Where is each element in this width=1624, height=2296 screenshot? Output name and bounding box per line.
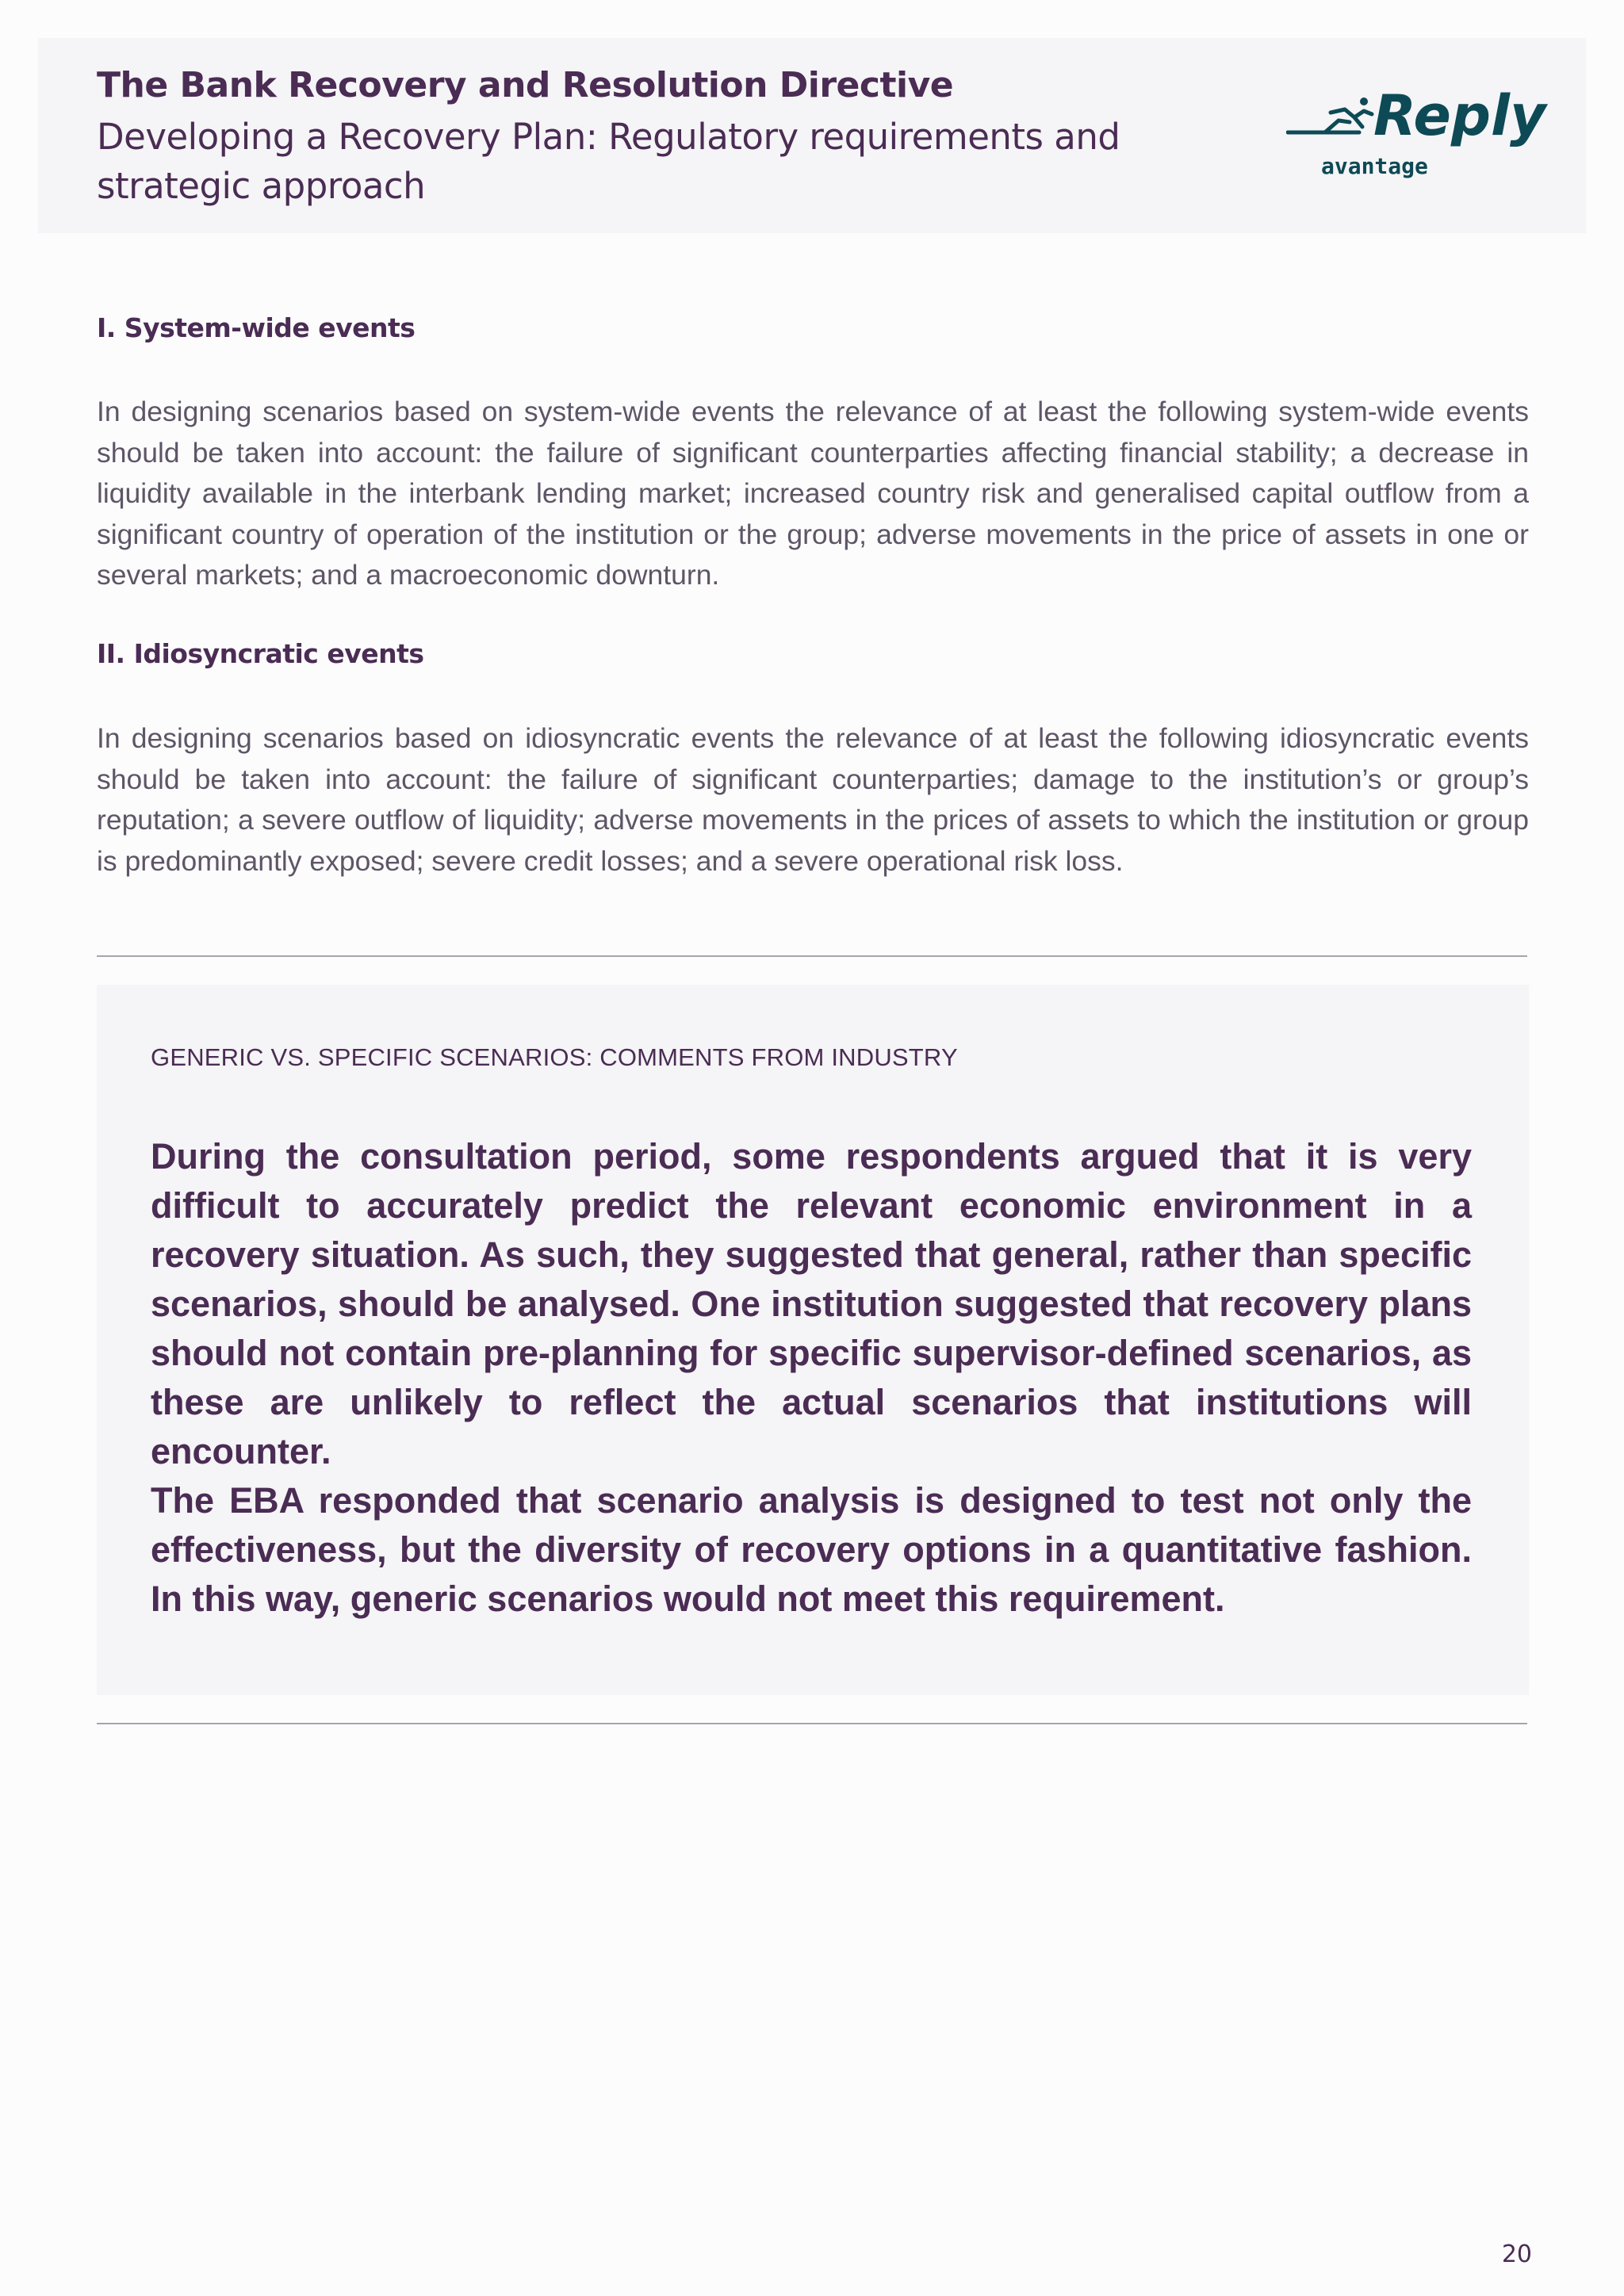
logo-graphic <box>1286 86 1572 189</box>
callout-paragraph: During the consultation period, some respondents argued that it is very difficult to accurately predict the relevant economic environment in a recovery situation. As such, they suggested that general, rather than specific scenarios, should be analysed. One institution suggested that recovery plans should not contain pre-planning for specific supervisor-defined scenarios, as these are unlikely to reflect the actual scenarios that institutions will encounter. <box>151 1136 1472 1471</box>
section-heading-system-wide: I. System-wide events <box>97 312 416 343</box>
reply-avantage-logo <box>1286 86 1572 189</box>
divider-bottom <box>97 1723 1527 1724</box>
section-body-system-wide: In designing scenarios based on system-wide events the relevance of at least the following system-wide events should be taken into account: the failure of significant counterparties affecting financial stability; a decrease in liquidity available in the interbank lending market; increased country risk and generalised capital outflow from a significant country of operation of the institution or the group; adverse movements in the price of assets in one or several markets; and a macroeconomic downturn. <box>97 396 1529 591</box>
section-body-idiosyncratic: In designing scenarios based on idiosyncratic events the relevance of at least the following idiosyncratic events should be taken into account: the failure of significant counterparties; damage to the institution’s or group’s reputation; a severe outflow of liquidity; adverse movements in the prices of assets to which the institution or group is predominantly exposed; severe credit losses; and a severe operational risk loss. <box>97 722 1529 877</box>
runner-icon <box>1288 98 1372 132</box>
page-number: 20 <box>1501 2241 1532 2268</box>
logo-wordmark: Reply <box>1373 86 1546 148</box>
page-header <box>38 38 1586 233</box>
callout-label: GENERIC VS. SPECIFIC SCENARIOS: COMMENTS FROM INDUSTRY <box>151 1043 958 1071</box>
callout-paragraph: The EBA responded that scenario analysis is designed to test not only the effectiveness, but the diversity of recovery options in a quantitative fashion. In this way, generic scenarios would not meet this requirement. <box>151 1480 1472 1619</box>
logo-tagline: avantage <box>1321 153 1428 179</box>
document-subtitle: Developing a Recovery Plan: Regulatory requirements and strategic approach <box>97 116 1120 207</box>
divider-top <box>97 955 1527 957</box>
industry-comments-callout <box>97 985 1529 1695</box>
document-title: The Bank Recovery and Resolution Directive <box>97 65 954 105</box>
section-heading-idiosyncratic: II. Idiosyncratic events <box>97 638 424 669</box>
